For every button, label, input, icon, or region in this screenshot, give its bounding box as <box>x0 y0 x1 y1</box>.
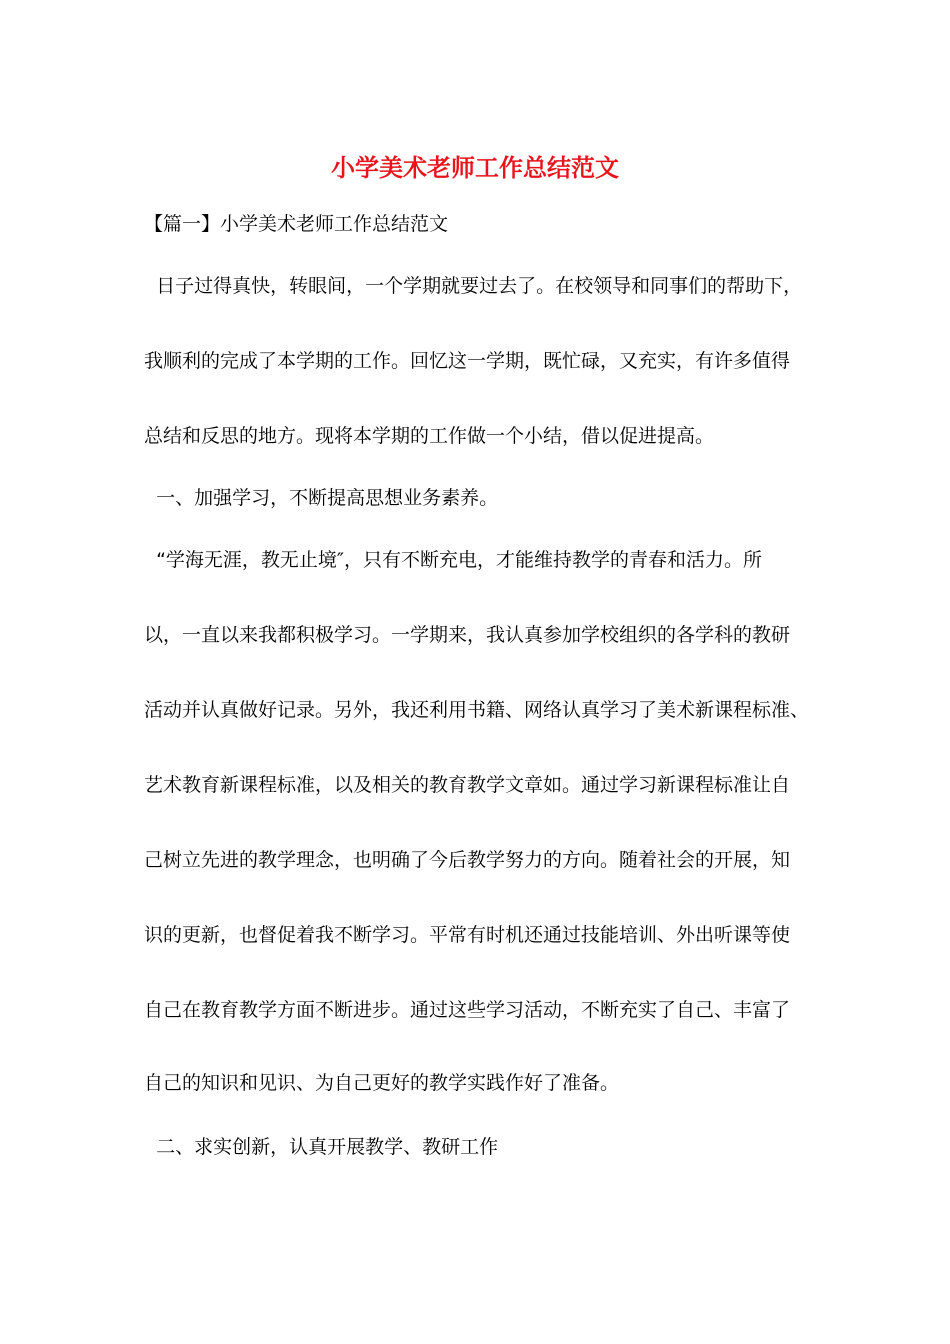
body-line: 以，一直以来我都积极学习。一学期来，我认真参加学校组织的各学科的教研 <box>144 624 791 646</box>
body-line: 活动并认真做好记录。另外，我还利用书籍、网络认真学习了美术新课程标准、 <box>144 699 810 721</box>
body-line: 己树立先进的教学理念，也明确了今后教学努力的方向。随着社会的开展，知 <box>144 849 791 871</box>
section-heading: 【篇一】小学美术老师工作总结范文 <box>144 213 449 235</box>
section-heading-2: 二、求实创新，认真开展教学、教研工作 <box>144 1136 499 1158</box>
body-line: 自己在教育教学方面不断进步。通过这些学习活动，不断充实了自己、丰富了 <box>144 999 791 1021</box>
body-line: 我顺利的完成了本学期的工作。回忆这一学期，既忙碌，又充实，有许多值得 <box>144 350 791 372</box>
body-line: 自己的知识和见识、为自己更好的教学实践作好了准备。 <box>144 1072 620 1094</box>
document-title: 小学美术老师工作总结范文 <box>331 153 619 182</box>
body-line: 日子过得真快，转眼间，一个学期就要过去了。在校领导和同事们的帮助下， <box>144 275 803 297</box>
body-line: 总结和反思的地方。现将本学期的工作做一个小结，借以促进提高。 <box>144 425 715 447</box>
body-line: “学海无涯，教无止境″，只有不断充电，才能维持教学的青春和活力。所 <box>144 549 763 571</box>
body-line: 艺术教育新课程标准，以及相关的教育教学文章如。通过学习新课程标准让自 <box>144 774 791 796</box>
section-heading-1: 一、加强学习，不断提高思想业务素养。 <box>144 487 499 509</box>
body-line: 识的更新，也督促着我不断学习。平常有时机还通过技能培训、外出听课等使 <box>144 924 791 946</box>
